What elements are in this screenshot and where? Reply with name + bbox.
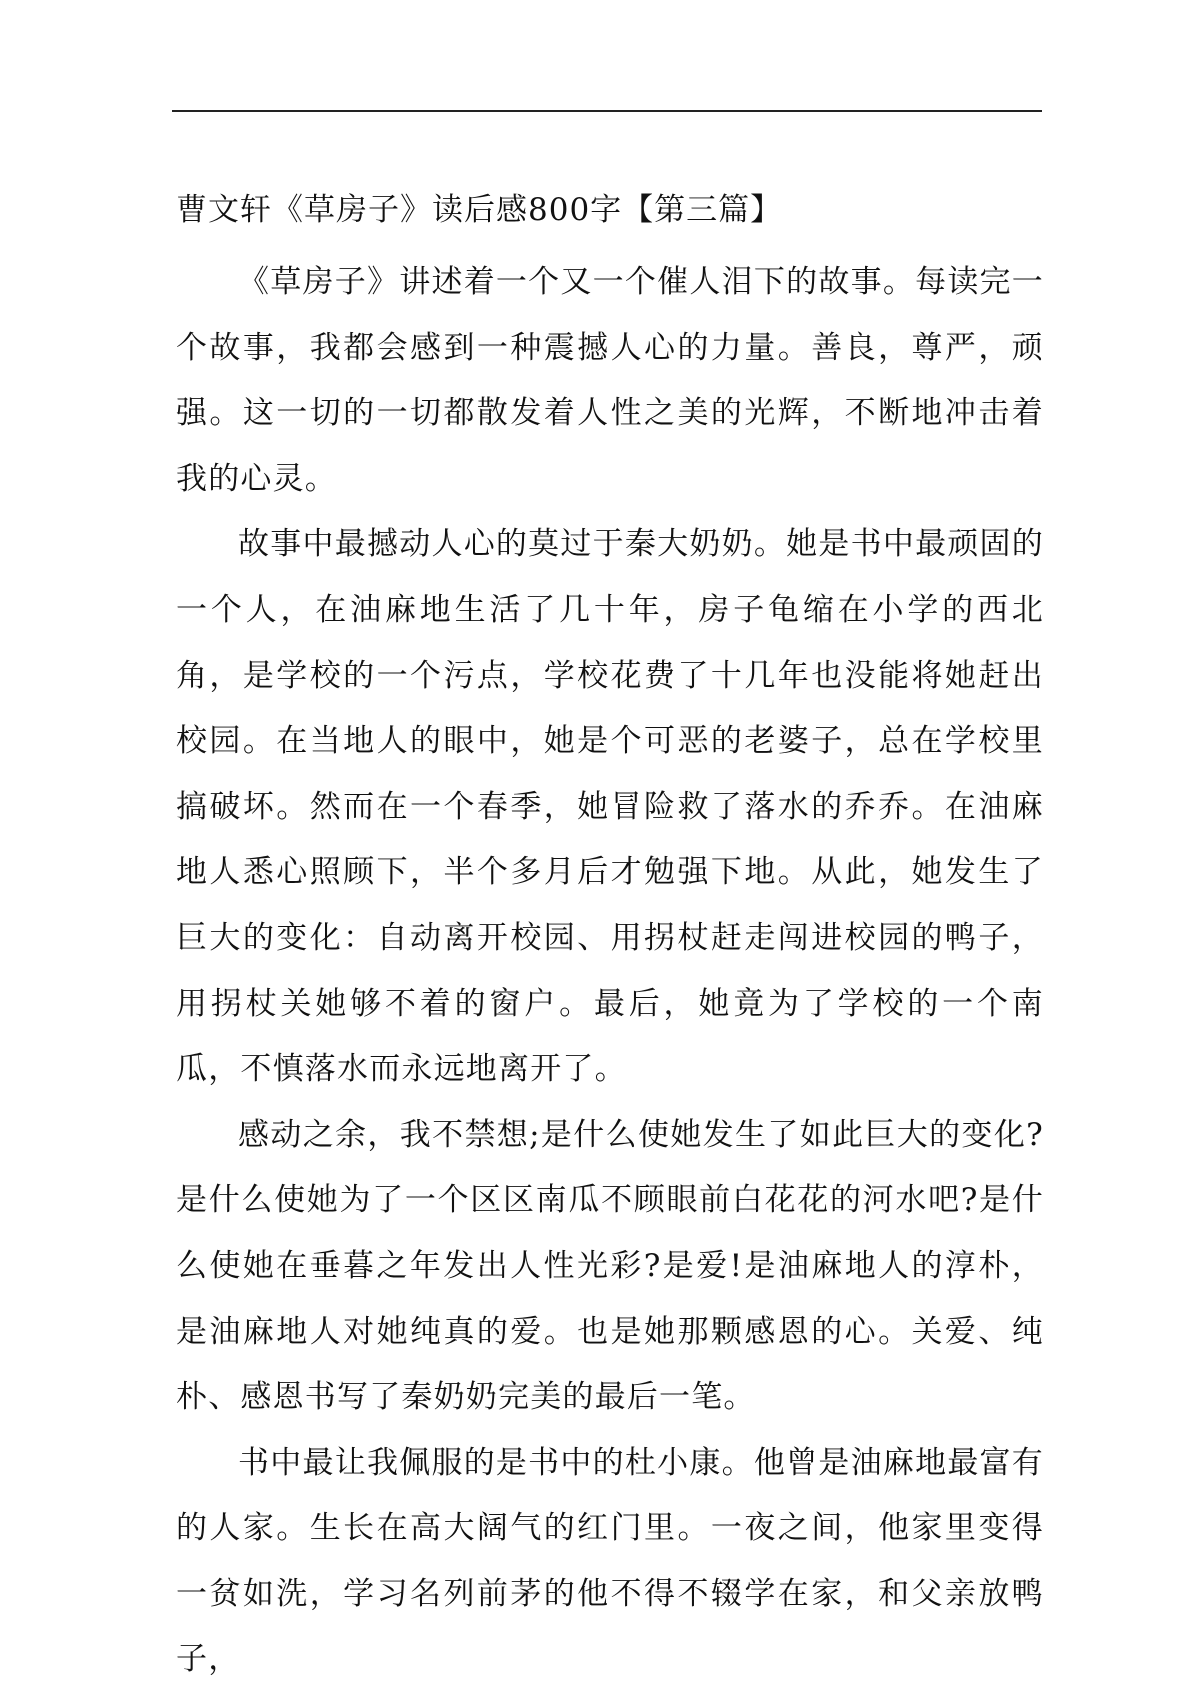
paragraph: 书中最让我佩服的是书中的杜小康。他曾是油麻地最富有的人家。生长在高大阔气的红门里。一夜之间，他家里变得一贫如洗，学习名列前茅的他不得不辍学在家，和父亲放鸭子， (176, 1444, 1044, 1678)
paragraph: 《草房子》讲述着一个又一个催人泪下的故事。每读完一个故事，我都会感到一种震撼人心的力量。善良，尊严，顽强。这一切的一切都散发着人性之美的光辉，不断地冲击着我的心灵。 (176, 264, 1044, 497)
document-body (176, 250, 1044, 1693)
paragraph: 感动之余，我不禁想;是什么使她发生了如此巨大的变化?是什么使她为了一个区区南瓜不顾眼前白花花的河水吧?是什么使她在垂暮之年发出人性光彩?是爱!是油麻地人的淳朴，是油麻地人对她纯真的爱。也是她那颗感恩的心。关爱、纯朴、感恩书写了秦奶奶完美的最后一笔。 (176, 1116, 1044, 1416)
header-rule (172, 110, 1042, 112)
document-title: 曹文轩《草房子》读后感800字【第三篇】 (176, 192, 783, 228)
paragraph: 故事中最撼动人心的莫过于秦大奶奶。她是书中最顽固的一个人，在油麻地生活了几十年，房子龟缩在小学的西北角，是学校的一个污点，学校花费了十几年也没能将她赶出校园。在当地人的眼中，她是个可恶的老婆子，总在学校里搞破坏。然而在一个春季，她冒险救了落水的乔乔。在油麻地人悉心照顾下，半个多月后才勉强下地。从此，她发生了巨大的变化：自动离开校园、用拐杖赶走闯进校园的鸭子，用拐杖关她够不着的窗户。最后，她竟为了学校的一个南瓜，不慎落水而永远地离开了。 (176, 526, 1044, 1088)
